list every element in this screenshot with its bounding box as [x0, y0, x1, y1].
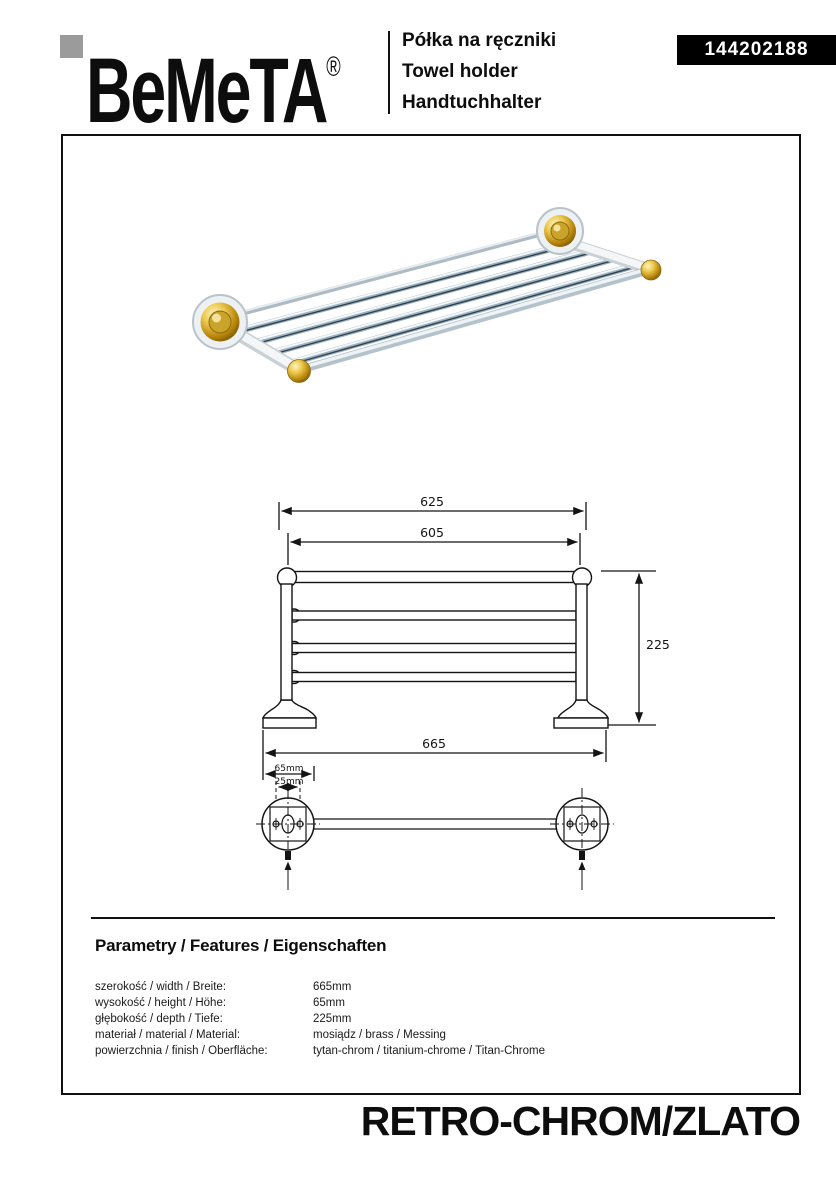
photo-left-mount [193, 295, 247, 349]
dim-625-label: 625 [420, 494, 444, 509]
dim-65mm-label: 65mm [274, 764, 304, 774]
photo-front-left-ball [288, 360, 311, 383]
spec-row-depth [95, 1011, 735, 1027]
series-title: RETRO-CHROM/ZLATO [360, 1098, 800, 1144]
dim-25mm-label: 25mm [274, 777, 304, 787]
spec-value: mosiądz / brass / Messing [313, 1029, 446, 1041]
product-code-badge [677, 35, 836, 65]
product-name-pl: Półka na ręczniki [402, 30, 557, 51]
spec-label: powierzchnia / finish / Oberfläche: [95, 1045, 268, 1057]
photo-right-mount [537, 208, 583, 254]
spec-label: szerokość / width / Breite: [95, 981, 227, 993]
product-photo [186, 192, 678, 404]
registered-trademark-icon: ® [326, 51, 341, 82]
spec-label: materiał / material / Material: [95, 1029, 241, 1041]
spec-row-finish [95, 1043, 735, 1059]
spec-value: 65mm [313, 997, 345, 1009]
brand-logo [86, 24, 341, 142]
technical-drawing [238, 490, 686, 898]
photo-front-right-ball [641, 260, 661, 280]
spec-row-width [95, 979, 735, 995]
specs-divider [91, 917, 775, 919]
logo-square-icon [60, 35, 83, 58]
specs-heading: Parametry / Features / Eigenschaften [95, 936, 387, 955]
product-name-de: Handtuchhalter [402, 92, 542, 113]
spec-value: 665mm [313, 981, 352, 993]
spec-row-material [95, 1027, 735, 1043]
specs-table [95, 979, 735, 1059]
header-divider [388, 31, 390, 114]
product-code: 144202188 [704, 39, 809, 60]
spec-value: tytan-chrom / titanium-chrome / Titan-Chrome [313, 1045, 545, 1057]
spec-value: 225mm [313, 1013, 352, 1025]
spec-label: wysokość / height / Höhe: [95, 997, 227, 1009]
dim-225-label: 225 [646, 637, 670, 652]
dim-605-label: 605 [420, 525, 444, 540]
product-name-en: Towel holder [402, 61, 518, 82]
product-names [402, 25, 556, 118]
spec-label: głębokość / depth / Tiefe: [95, 1013, 223, 1025]
spec-row-height [95, 995, 735, 1011]
brand-logo-text: BeMeTA [86, 40, 327, 142]
dim-665-label: 665 [422, 736, 446, 751]
